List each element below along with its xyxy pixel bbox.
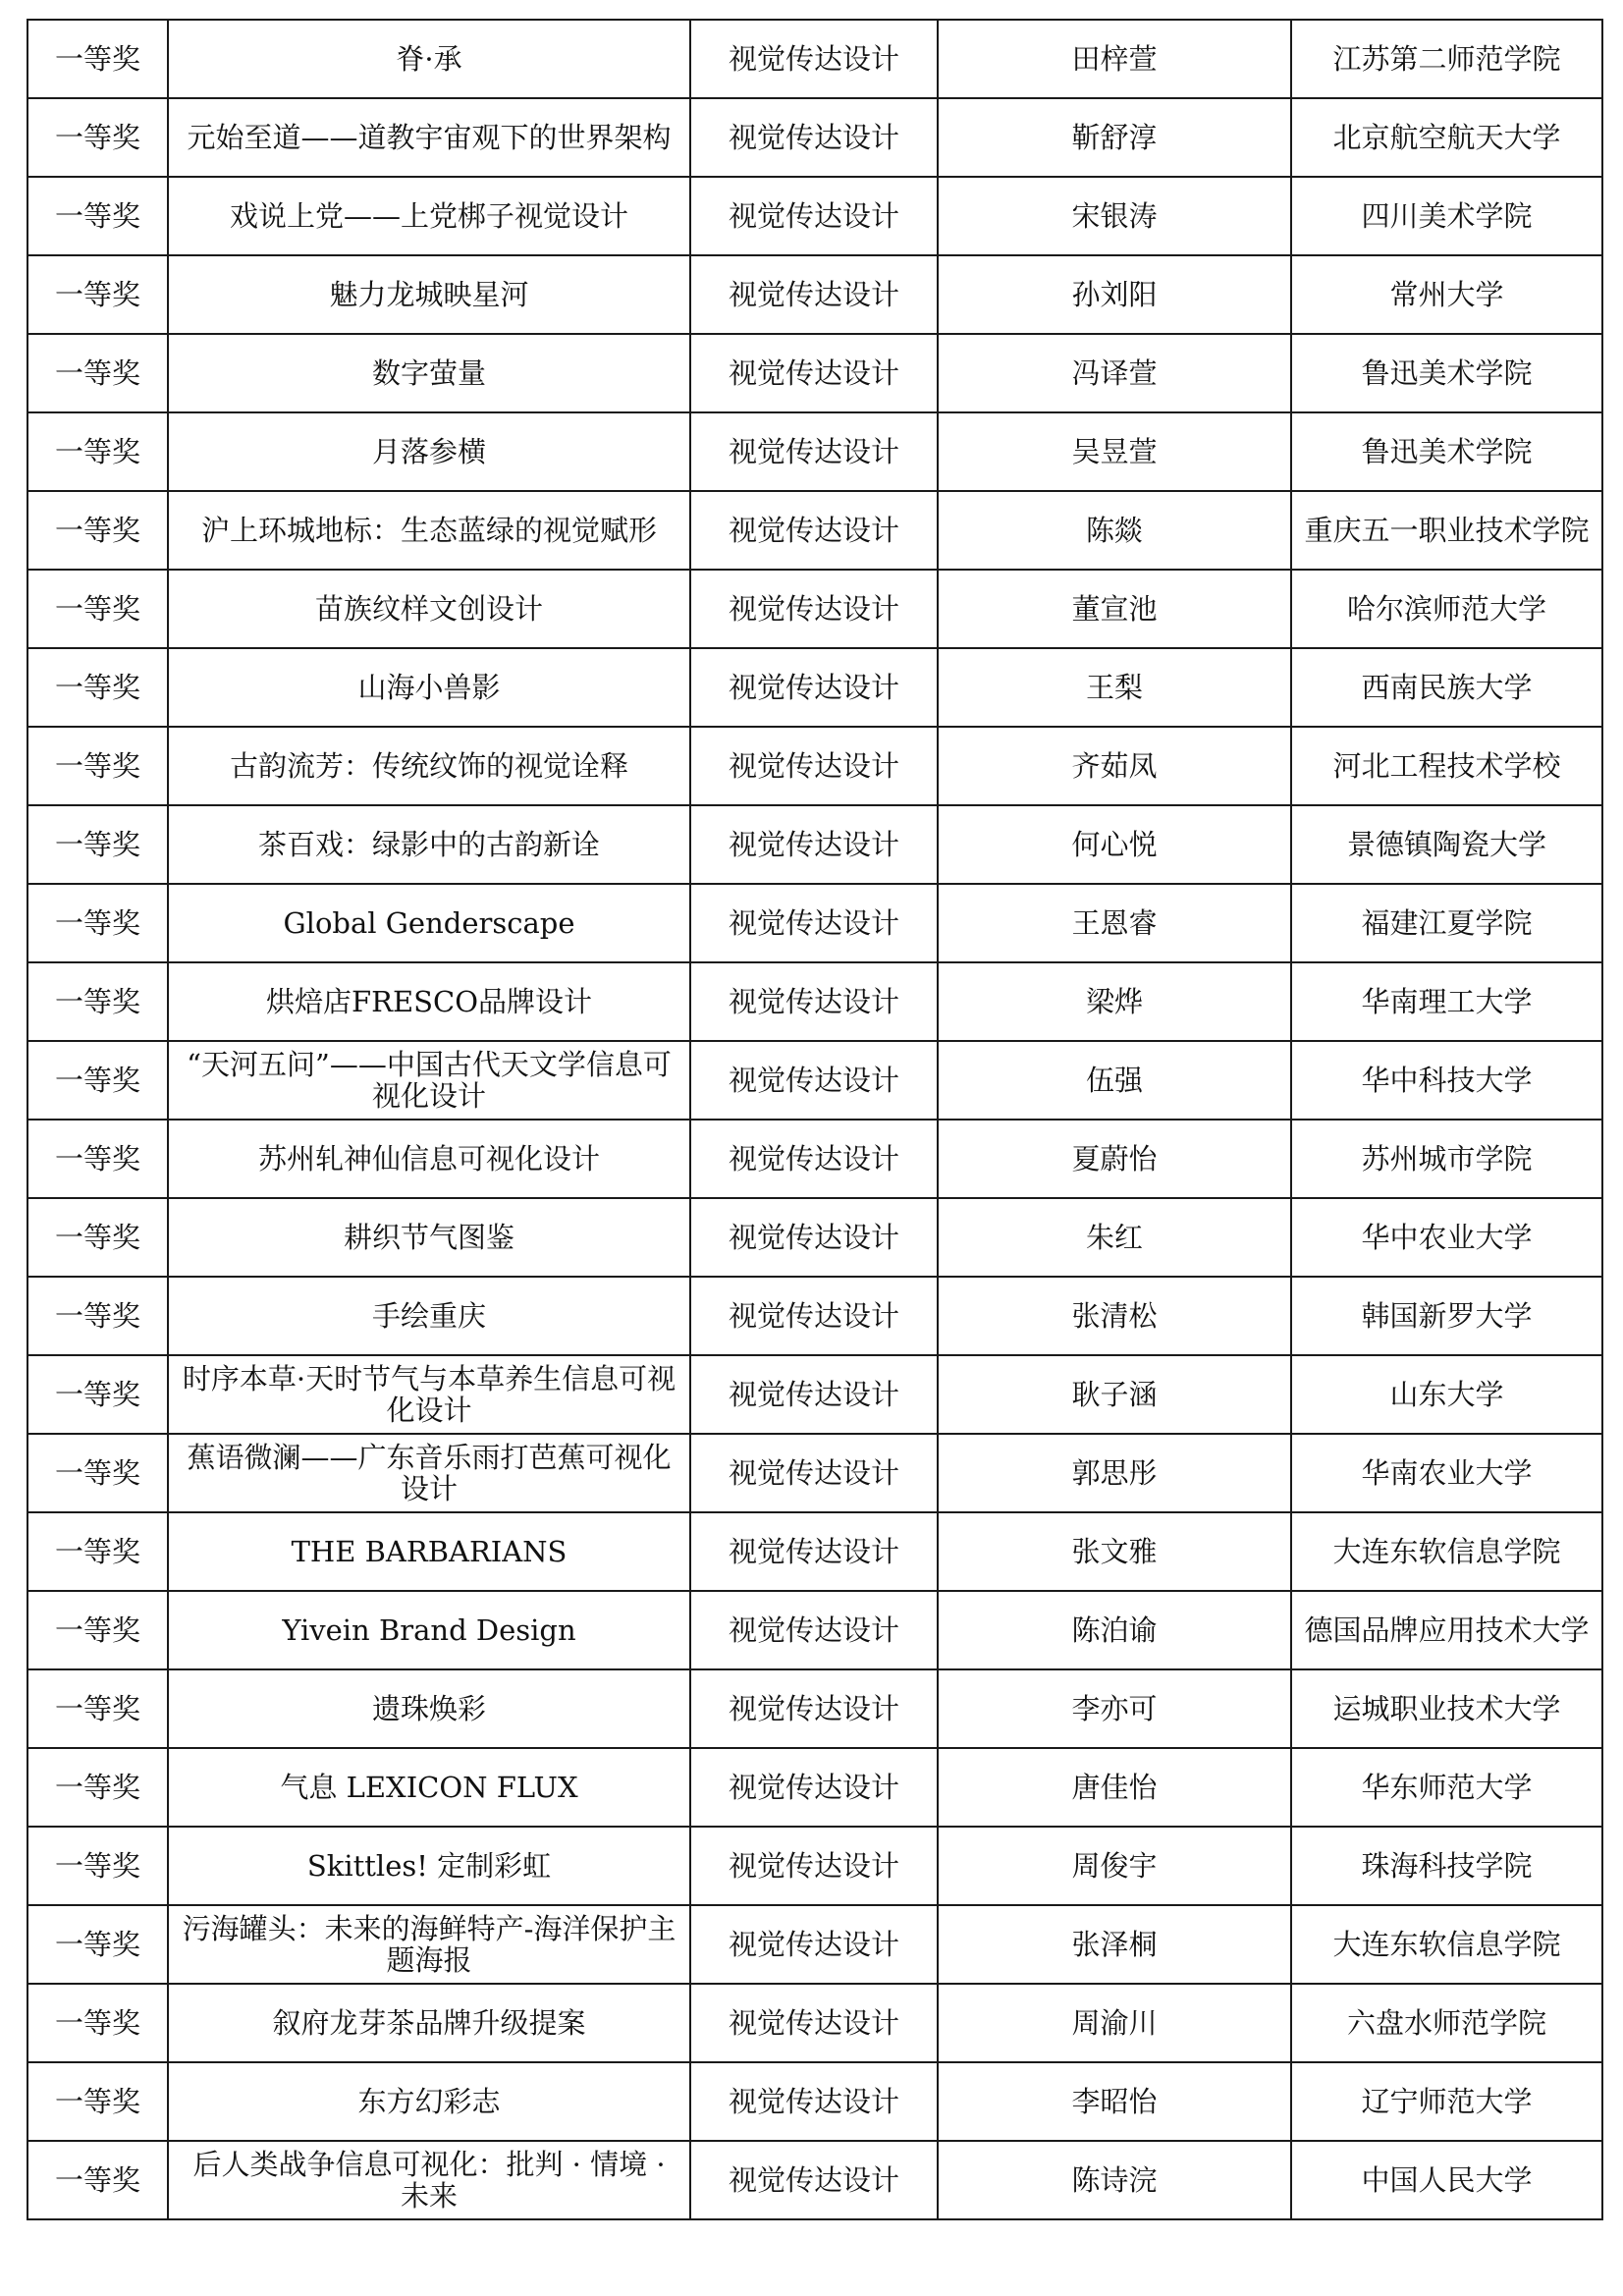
table-row <box>27 1669 1602 1748</box>
work-title-cell: Skittles! 定制彩虹 <box>168 1827 690 1905</box>
author-cell: 唐佳怡 <box>938 1748 1291 1827</box>
table-row <box>27 570 1602 648</box>
award-level-cell: 一等奖 <box>27 727 168 805</box>
award-level-cell: 一等奖 <box>27 98 168 177</box>
awards-table-body <box>27 20 1602 2219</box>
school-cell: 重庆五一职业技术学院 <box>1291 491 1602 570</box>
award-level-cell: 一等奖 <box>27 20 168 98</box>
award-level-cell: 一等奖 <box>27 1041 168 1120</box>
major-cell: 视觉传达设计 <box>690 491 938 570</box>
table-row <box>27 1827 1602 1905</box>
major-cell: 视觉传达设计 <box>690 1512 938 1591</box>
major-cell: 视觉传达设计 <box>690 20 938 98</box>
author-cell: 陈泊谕 <box>938 1591 1291 1669</box>
author-cell: 陈燚 <box>938 491 1291 570</box>
major-cell: 视觉传达设计 <box>690 727 938 805</box>
table-row <box>27 412 1602 491</box>
award-level-cell: 一等奖 <box>27 1512 168 1591</box>
major-cell: 视觉传达设计 <box>690 1434 938 1512</box>
author-cell: 王梨 <box>938 648 1291 727</box>
school-cell: 江苏第二师范学院 <box>1291 20 1602 98</box>
author-cell: 周渝川 <box>938 1984 1291 2062</box>
work-title-cell: 苗族纹样文创设计 <box>168 570 690 648</box>
table-row <box>27 884 1602 962</box>
author-cell: 吴昱萱 <box>938 412 1291 491</box>
work-title-cell: Global Genderscape <box>168 884 690 962</box>
table-row <box>27 1512 1602 1591</box>
school-cell: 华东师范大学 <box>1291 1748 1602 1827</box>
major-cell: 视觉传达设计 <box>690 255 938 334</box>
major-cell: 视觉传达设计 <box>690 98 938 177</box>
table-row <box>27 1748 1602 1827</box>
work-title-cell: 古韵流芳：传统纹饰的视觉诠释 <box>168 727 690 805</box>
table-row <box>27 1434 1602 1512</box>
author-cell: 齐茹凤 <box>938 727 1291 805</box>
school-cell: 华中农业大学 <box>1291 1198 1602 1277</box>
school-cell: 韩国新罗大学 <box>1291 1277 1602 1355</box>
school-cell: 哈尔滨师范大学 <box>1291 570 1602 648</box>
author-cell: 梁烨 <box>938 962 1291 1041</box>
author-cell: 张清松 <box>938 1277 1291 1355</box>
table-row <box>27 2062 1602 2141</box>
major-cell: 视觉传达设计 <box>690 884 938 962</box>
work-title-cell: 茶百戏：绿影中的古韵新诠 <box>168 805 690 884</box>
school-cell: 大连东软信息学院 <box>1291 1512 1602 1591</box>
author-cell: 李亦可 <box>938 1669 1291 1748</box>
award-level-cell: 一等奖 <box>27 177 168 255</box>
major-cell: 视觉传达设计 <box>690 1277 938 1355</box>
award-level-cell: 一等奖 <box>27 648 168 727</box>
major-cell: 视觉传达设计 <box>690 1591 938 1669</box>
table-row <box>27 1120 1602 1198</box>
author-cell: 宋银涛 <box>938 177 1291 255</box>
work-title-cell: Yivein Brand Design <box>168 1591 690 1669</box>
work-title-cell: 叙府龙芽茶品牌升级提案 <box>168 1984 690 2062</box>
major-cell: 视觉传达设计 <box>690 648 938 727</box>
school-cell: 华中科技大学 <box>1291 1041 1602 1120</box>
school-cell: 河北工程技术学校 <box>1291 727 1602 805</box>
school-cell: 华南理工大学 <box>1291 962 1602 1041</box>
school-cell: 德国品牌应用技术大学 <box>1291 1591 1602 1669</box>
author-cell: 田梓萱 <box>938 20 1291 98</box>
major-cell: 视觉传达设计 <box>690 1041 938 1120</box>
award-level-cell: 一等奖 <box>27 255 168 334</box>
work-title-cell: 遗珠焕彩 <box>168 1669 690 1748</box>
author-cell: 伍强 <box>938 1041 1291 1120</box>
award-level-cell: 一等奖 <box>27 491 168 570</box>
author-cell: 孙刘阳 <box>938 255 1291 334</box>
author-cell: 郭思彤 <box>938 1434 1291 1512</box>
school-cell: 珠海科技学院 <box>1291 1827 1602 1905</box>
award-level-cell: 一等奖 <box>27 1748 168 1827</box>
work-title-cell: “天河五问”——中国古代天文学信息可视化设计 <box>168 1041 690 1120</box>
major-cell: 视觉传达设计 <box>690 1669 938 1748</box>
work-title-cell: 沪上环城地标：生态蓝绿的视觉赋形 <box>168 491 690 570</box>
work-title-cell: 耕织节气图鉴 <box>168 1198 690 1277</box>
author-cell: 陈诗浣 <box>938 2141 1291 2219</box>
work-title-cell: 魅力龙城映星河 <box>168 255 690 334</box>
school-cell: 辽宁师范大学 <box>1291 2062 1602 2141</box>
author-cell: 靳舒淳 <box>938 98 1291 177</box>
school-cell: 华南农业大学 <box>1291 1434 1602 1512</box>
school-cell: 北京航空航天大学 <box>1291 98 1602 177</box>
award-level-cell: 一等奖 <box>27 962 168 1041</box>
award-level-cell: 一等奖 <box>27 570 168 648</box>
author-cell: 朱红 <box>938 1198 1291 1277</box>
award-level-cell: 一等奖 <box>27 1355 168 1434</box>
major-cell: 视觉传达设计 <box>690 1120 938 1198</box>
award-level-cell: 一等奖 <box>27 884 168 962</box>
school-cell: 苏州城市学院 <box>1291 1120 1602 1198</box>
major-cell: 视觉传达设计 <box>690 1827 938 1905</box>
table-row <box>27 1984 1602 2062</box>
major-cell: 视觉传达设计 <box>690 1748 938 1827</box>
author-cell: 董宣池 <box>938 570 1291 648</box>
work-title-cell: 东方幻彩志 <box>168 2062 690 2141</box>
award-level-cell: 一等奖 <box>27 1827 168 1905</box>
award-level-cell: 一等奖 <box>27 1669 168 1748</box>
school-cell: 景德镇陶瓷大学 <box>1291 805 1602 884</box>
table-row <box>27 255 1602 334</box>
author-cell: 何心悦 <box>938 805 1291 884</box>
table-row <box>27 1277 1602 1355</box>
table-row <box>27 177 1602 255</box>
author-cell: 张文雅 <box>938 1512 1291 1591</box>
author-cell: 李昭怡 <box>938 2062 1291 2141</box>
author-cell: 王恩睿 <box>938 884 1291 962</box>
table-row <box>27 1198 1602 1277</box>
awards-table <box>27 19 1603 2220</box>
major-cell: 视觉传达设计 <box>690 334 938 412</box>
major-cell: 视觉传达设计 <box>690 1905 938 1984</box>
table-row <box>27 648 1602 727</box>
major-cell: 视觉传达设计 <box>690 2141 938 2219</box>
award-level-cell: 一等奖 <box>27 1120 168 1198</box>
work-title-cell: 烘焙店FRESCO品牌设计 <box>168 962 690 1041</box>
school-cell: 西南民族大学 <box>1291 648 1602 727</box>
school-cell: 鲁迅美术学院 <box>1291 334 1602 412</box>
award-level-cell: 一等奖 <box>27 805 168 884</box>
author-cell: 张泽桐 <box>938 1905 1291 1984</box>
award-level-cell: 一等奖 <box>27 334 168 412</box>
award-level-cell: 一等奖 <box>27 2062 168 2141</box>
major-cell: 视觉传达设计 <box>690 2062 938 2141</box>
school-cell: 运城职业技术大学 <box>1291 1669 1602 1748</box>
author-cell: 冯译萱 <box>938 334 1291 412</box>
work-title-cell: THE BARBARIANS <box>168 1512 690 1591</box>
work-title-cell: 数字萤量 <box>168 334 690 412</box>
work-title-cell: 气息 LEXICON FLUX <box>168 1748 690 1827</box>
major-cell: 视觉传达设计 <box>690 1355 938 1434</box>
major-cell: 视觉传达设计 <box>690 570 938 648</box>
award-level-cell: 一等奖 <box>27 1984 168 2062</box>
work-title-cell: 蕉语微澜——广东音乐雨打芭蕉可视化设计 <box>168 1434 690 1512</box>
school-cell: 中国人民大学 <box>1291 2141 1602 2219</box>
school-cell: 大连东软信息学院 <box>1291 1905 1602 1984</box>
work-title-cell: 山海小兽影 <box>168 648 690 727</box>
table-row <box>27 1041 1602 1120</box>
work-title-cell: 后人类战争信息可视化：批判 · 情境 · 未来 <box>168 2141 690 2219</box>
work-title-cell: 时序本草·天时节气与本草养生信息可视化设计 <box>168 1355 690 1434</box>
school-cell: 山东大学 <box>1291 1355 1602 1434</box>
major-cell: 视觉传达设计 <box>690 1984 938 2062</box>
award-level-cell: 一等奖 <box>27 1905 168 1984</box>
award-level-cell: 一等奖 <box>27 2141 168 2219</box>
work-title-cell: 月落参横 <box>168 412 690 491</box>
table-row <box>27 20 1602 98</box>
school-cell: 福建江夏学院 <box>1291 884 1602 962</box>
table-row <box>27 805 1602 884</box>
table-row <box>27 962 1602 1041</box>
table-row <box>27 98 1602 177</box>
school-cell: 常州大学 <box>1291 255 1602 334</box>
award-level-cell: 一等奖 <box>27 1434 168 1512</box>
author-cell: 周俊宇 <box>938 1827 1291 1905</box>
table-row <box>27 1905 1602 1984</box>
table-row <box>27 334 1602 412</box>
table-row <box>27 1591 1602 1669</box>
school-cell: 鲁迅美术学院 <box>1291 412 1602 491</box>
award-level-cell: 一等奖 <box>27 1277 168 1355</box>
major-cell: 视觉传达设计 <box>690 1198 938 1277</box>
table-row <box>27 2141 1602 2219</box>
school-cell: 六盘水师范学院 <box>1291 1984 1602 2062</box>
work-title-cell: 污海罐头：未来的海鲜特产-海洋保护主题海报 <box>168 1905 690 1984</box>
table-row <box>27 1355 1602 1434</box>
major-cell: 视觉传达设计 <box>690 962 938 1041</box>
table-row <box>27 491 1602 570</box>
major-cell: 视觉传达设计 <box>690 177 938 255</box>
work-title-cell: 手绘重庆 <box>168 1277 690 1355</box>
work-title-cell: 戏说上党——上党梆子视觉设计 <box>168 177 690 255</box>
award-level-cell: 一等奖 <box>27 1198 168 1277</box>
work-title-cell: 苏州轧神仙信息可视化设计 <box>168 1120 690 1198</box>
author-cell: 夏蔚怡 <box>938 1120 1291 1198</box>
table-row <box>27 727 1602 805</box>
work-title-cell: 元始至道——道教宇宙观下的世界架构 <box>168 98 690 177</box>
major-cell: 视觉传达设计 <box>690 805 938 884</box>
author-cell: 耿子涵 <box>938 1355 1291 1434</box>
award-level-cell: 一等奖 <box>27 412 168 491</box>
school-cell: 四川美术学院 <box>1291 177 1602 255</box>
work-title-cell: 脊·承 <box>168 20 690 98</box>
major-cell: 视觉传达设计 <box>690 412 938 491</box>
award-level-cell: 一等奖 <box>27 1591 168 1669</box>
